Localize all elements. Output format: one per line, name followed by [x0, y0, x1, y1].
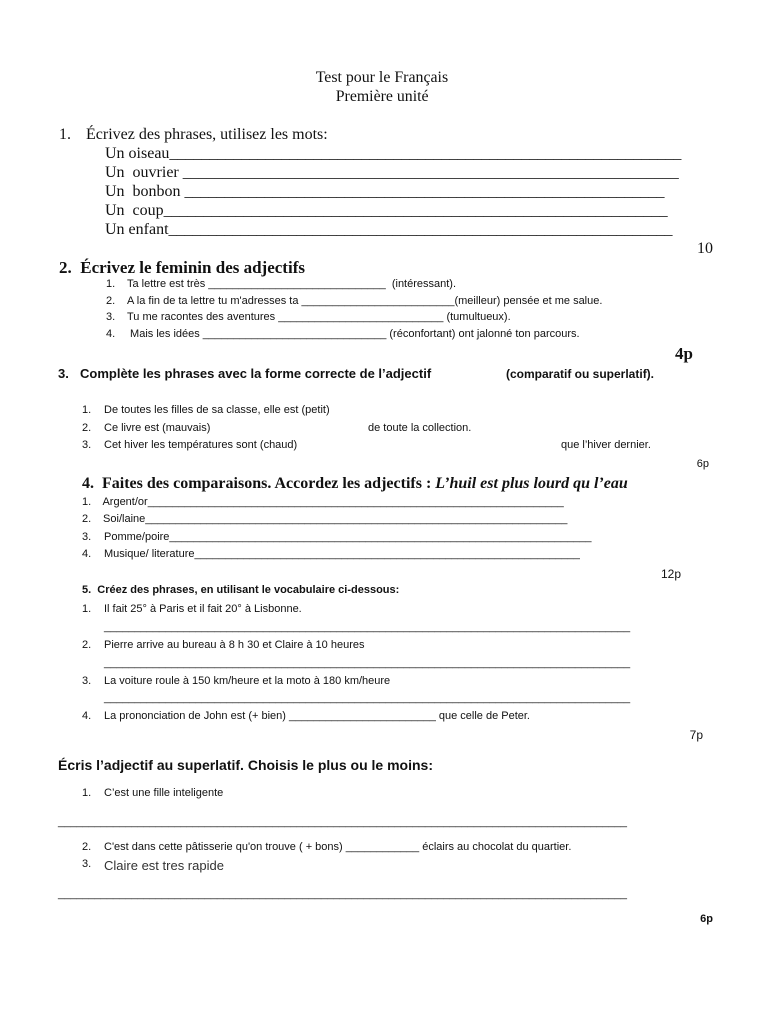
section-5-points: 7p	[689, 728, 703, 742]
s2-item-3: Tu me racontes des aventures ___________________________ (tumultueux).	[127, 311, 511, 323]
section-2-heading: 2. Écrivez le feminin des adjectifs	[59, 258, 305, 277]
s6-item-number: 3.	[82, 858, 92, 870]
answer-line: ______________________________________________________________________________________	[104, 692, 631, 704]
s6-item-1: C’est une fille inteligente	[104, 787, 224, 799]
s3-item-1: De toutes les filles de sa classe, elle est (petit)	[104, 404, 330, 416]
answer-line: _____________________________________________________________________________________________	[58, 888, 627, 900]
section-3-heading: Complète les phrases avec la forme correcte de l’adjectif	[80, 366, 432, 381]
s3-item-3: Cet hiver les températures sont (chaud)	[104, 439, 298, 451]
section-6-heading: Écris l’adjectif au superlatif. Choisis le plus ou le moins:	[58, 757, 433, 773]
page-subtitle: Première unité	[335, 88, 429, 105]
s5-item-number: 3.	[82, 675, 92, 687]
answer-line: ______________________________________________________________________________________	[104, 657, 631, 669]
s5-item-4: La prononciation de John est (+ bien) ________________________ que celle de Peter.	[104, 710, 530, 722]
answer-line: ______________________________________________________________________________________	[104, 621, 631, 633]
s4-item-3: Pomme/poire_____________________________________________________________________	[104, 531, 592, 543]
section-4-heading	[82, 476, 628, 492]
s6-item-number: 1.	[82, 787, 92, 799]
section-5-heading: 5. Créez des phrases, en utilisant le vocabulaire ci-dessous:	[82, 584, 400, 596]
word-line-3: Un bonbon ____________________________________________________________	[105, 183, 665, 200]
s2-item-2: A la fin de ta lettre tu m'adresses ta _________________________(meilleur) pensée et me salue.	[127, 295, 603, 307]
s3-item-2: Ce livre est (mauvais)	[104, 422, 211, 434]
s2-item-4: Mais les idées ______________________________ (réconfortant) ont jalonné ton parcours.	[127, 328, 580, 340]
s3-item-number: 3.	[82, 439, 92, 451]
word-line-1: Un oiseau________________________________________________________________	[105, 145, 682, 162]
s6-item-number: 2.	[82, 841, 92, 853]
s2-item-number: 3.	[106, 311, 116, 323]
s5-item-2: Pierre arrive au bureau à 8 h 30 et Claire à 10 heures	[104, 639, 365, 651]
section-4-example: L’huil est plus lourd qu l’eau	[435, 475, 628, 492]
s2-item-number: 2.	[106, 295, 116, 307]
s6-item-3: Claire est tres rapide	[104, 858, 224, 873]
section-1-number: 1.	[59, 126, 71, 143]
s3-item-3-tail: que l’hiver dernier.	[561, 439, 651, 451]
s5-item-number: 4.	[82, 710, 92, 722]
s5-item-1: Il fait 25° à Paris et il fait 20° à Lisbonne.	[104, 603, 302, 615]
s6-item-2: C'est dans cette pâtisserie qu'on trouve ( + bons) ____________ éclairs au chocolat du quartier.	[104, 841, 572, 853]
s4-item-1: Argent/or____________________________________________________________________	[100, 496, 564, 508]
section-4-heading-text: 4. Faites des comparaisons. Accordez les adjectifs :	[82, 475, 436, 492]
s4-item-number: 1.	[82, 496, 92, 508]
section-1-heading: Écrivez des phrases, utilisez les mots:	[86, 126, 328, 143]
page-title: Test pour le Français	[315, 69, 449, 86]
answer-line: _____________________________________________________________________________________________	[58, 816, 627, 828]
word-line-4: Un coup_______________________________________________________________	[105, 202, 668, 219]
s4-item-number: 4.	[82, 548, 92, 560]
word-line-2: Un ouvrier ______________________________________________________________	[105, 164, 679, 181]
section-3-number: 3.	[58, 366, 69, 381]
s5-item-number: 2.	[82, 639, 92, 651]
s3-item-number: 2.	[82, 422, 92, 434]
section-2-points: 4p	[675, 344, 693, 363]
s4-item-4: Musique/ literature_______________________________________________________________	[104, 548, 580, 560]
section-3-heading-note: (comparatif ou superlatif).	[506, 367, 655, 381]
section-3-points: 6p	[696, 458, 709, 470]
section-1-points: 10	[697, 240, 713, 257]
s2-item-number: 4.	[106, 328, 116, 340]
s5-item-number: 1.	[82, 603, 92, 615]
word-line-5: Un enfant_______________________________________________________________	[105, 221, 673, 238]
s4-item-number: 3.	[82, 531, 92, 543]
section-4-points: 12p	[660, 567, 681, 581]
s2-item-number: 1.	[106, 278, 116, 290]
s3-item-2-tail: de toute la collection.	[368, 422, 472, 434]
s3-item-number: 1.	[82, 404, 92, 416]
s5-item-3: La voiture roule à 150 km/heure et la moto à 180 km/heure	[104, 675, 391, 687]
section-6-points: 6p	[700, 913, 713, 925]
s2-item-1: Ta lettre est très _____________________________ (intéressant).	[127, 278, 457, 290]
s4-item-number: 2.	[82, 513, 92, 525]
s4-item-2: Soi/laine_____________________________________________________________________	[100, 513, 568, 525]
